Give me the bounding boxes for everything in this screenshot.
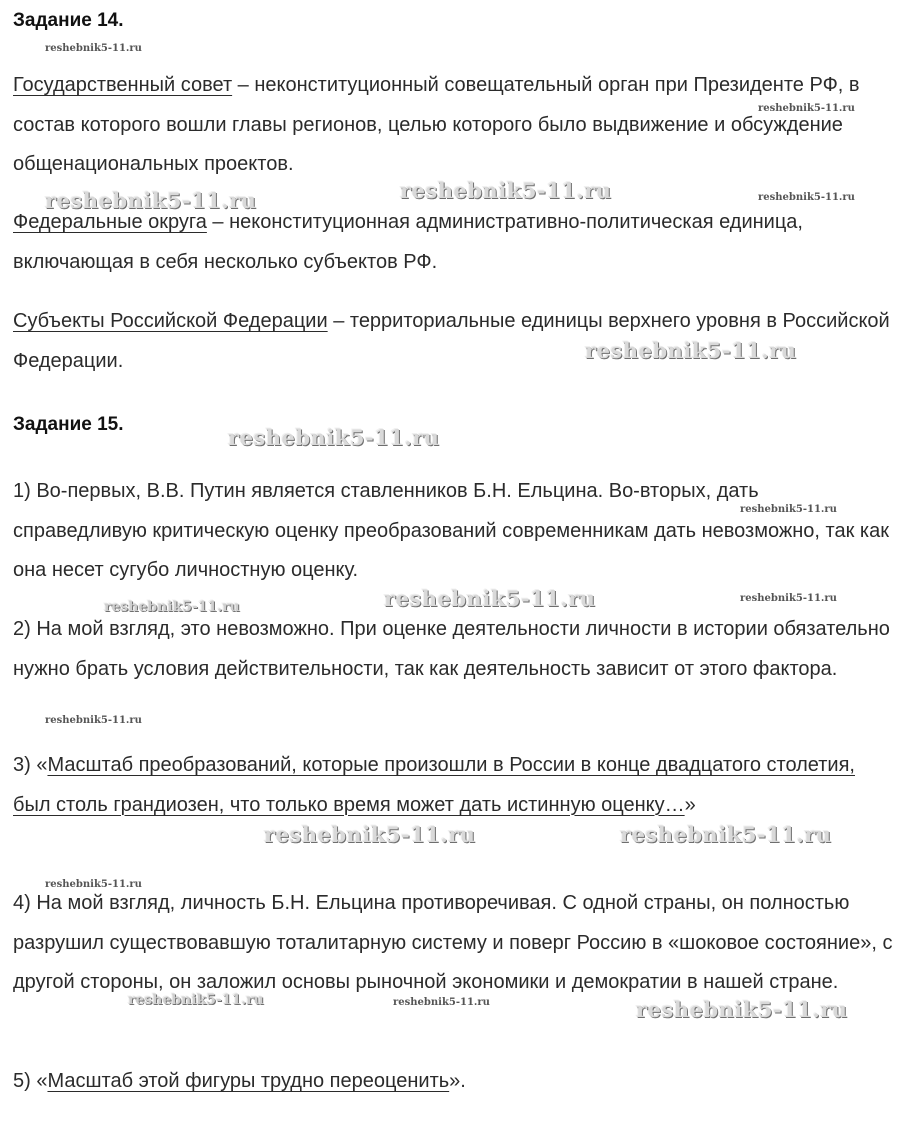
watermark: reshebnik5-11.ru — [45, 879, 142, 890]
term-state-council: Государственный совет — [13, 74, 233, 96]
task15-answer-2: 2) На мой взгляд, это невозможно. При оценке деятельности личности в истории обязательно нужно брать условия действительности, так как деятельность зависит от этого фактора. — [13, 618, 890, 680]
watermark: reshebnik5-11.ru — [740, 504, 837, 515]
watermark: reshebnik5-11.ru — [264, 822, 476, 847]
watermark: reshebnik5-11.ru — [228, 425, 440, 450]
task15-heading: Задание 15. — [13, 414, 124, 435]
definition-text: – неконституционный совещательный орган при Президенте РФ, в состав которого вошли главы регионов, целью которого было выдвижение и обсуждение общенациональных проектов. — [13, 74, 860, 175]
task15-answer-4: 4) На мой взгляд, личность Б.Н. Ельцина противоречивая. С одной страны, он полностью разрушил существовавшую тоталитарную систему и поверг Россию в «шоковое состояние», с другой стороны, он заложил основы рыночной экономики и демократии в нашей стране. — [13, 892, 893, 993]
answer-quote: Масштаб преобразований, которые произошли в России в конце двадцатого столетия, был столь грандиозен, что только время может дать истинную оценку… — [13, 754, 855, 816]
term-federal-subjects: Субъекты Российской Федерации — [13, 310, 328, 332]
task15-answer-1: 1) Во-первых, В.В. Путин является ставленников Б.Н. Ельцина. Во-вторых, дать справедливую критическую оценку преобразований современникам дать невозможно, так как она несет сугубо личностную оценку. — [13, 480, 889, 581]
watermark: reshebnik5-11.ru — [740, 593, 837, 604]
task15-answer-5 — [13, 1062, 898, 1102]
watermark: reshebnik5-11.ru — [758, 192, 855, 203]
watermark: reshebnik5-11.ru — [45, 715, 142, 726]
watermark: reshebnik5-11.ru — [620, 822, 832, 847]
definition-text: – неконституционная административно-политическая единица, включающая в себя несколько субъектов РФ. — [13, 211, 803, 273]
watermark: reshebnik5-11.ru — [128, 992, 264, 1008]
watermark: reshebnik5-11.ru — [384, 586, 596, 611]
answer-suffix: ». — [449, 1070, 466, 1092]
watermark: reshebnik5-11.ru — [393, 997, 490, 1008]
task14-heading: Задание 14. — [13, 10, 124, 31]
watermark: reshebnik5-11.ru — [758, 103, 855, 114]
task14-definition-state-council — [13, 66, 898, 185]
answer-suffix: » — [684, 793, 696, 816]
watermark: reshebnik5-11.ru — [104, 599, 240, 615]
watermark: reshebnik5-11.ru — [585, 338, 797, 363]
task15-answer-3 — [13, 746, 898, 825]
watermark: reshebnik5-11.ru — [400, 178, 612, 203]
answer-prefix: 5) « — [13, 1070, 48, 1092]
watermark: reshebnik5-11.ru — [636, 997, 848, 1022]
task14-definition-federal-districts — [13, 203, 898, 282]
watermark: reshebnik5-11.ru — [45, 188, 257, 213]
answer-quote: Масштаб этой фигуры трудно переоценить — [47, 1070, 450, 1092]
answer-prefix: 3) « — [13, 754, 48, 776]
definition-text: – территориальные единицы верхнего уровня в Российской Федерации. — [13, 310, 890, 372]
term-federal-districts: Федеральные округа — [13, 211, 207, 233]
watermark: reshebnik5-11.ru — [45, 43, 142, 54]
